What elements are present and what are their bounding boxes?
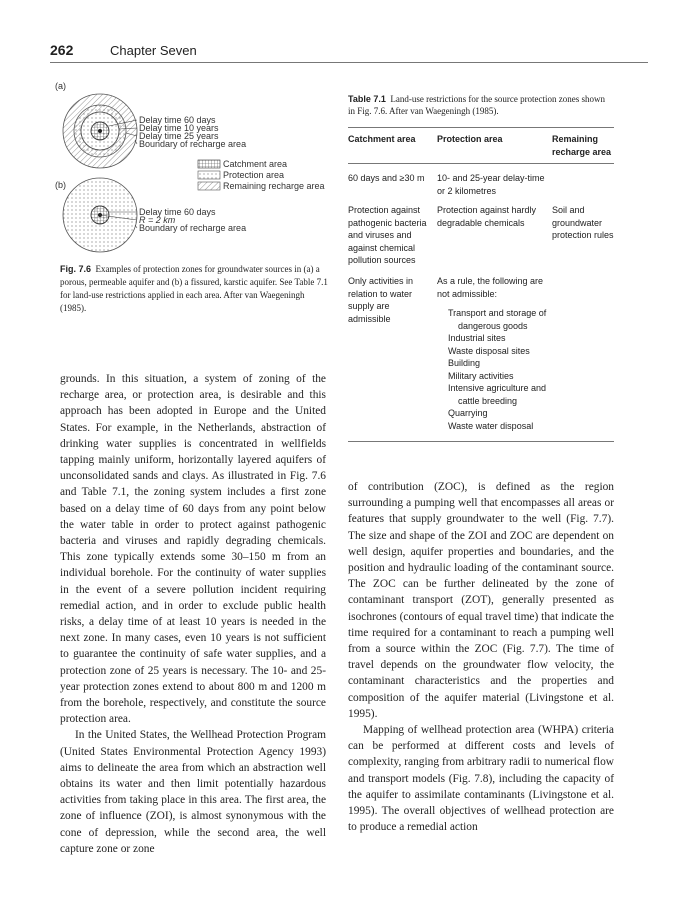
label-b-radius: R = 2 km [139, 215, 176, 225]
body-left-column [60, 371, 326, 857]
label-a-delay-60-days: Delay time 60 days [139, 115, 216, 125]
list-item: Waste water disposal [448, 420, 534, 431]
list-item: Industrial sites [448, 333, 506, 343]
table-r1-catchment: 60 days and ≥30 m [348, 173, 425, 183]
table-r2-remaining: Soil and groundwater protection rules [552, 205, 614, 240]
panel-b-diagram [63, 178, 137, 252]
label-a-boundary: Boundary of recharge area [139, 139, 247, 149]
paragraph: of contribution (ZOC), is defined as the region surrounding a pumping well that encompasses all areas or features that supply groundwater to the well (Fig. 7.7). The size and shape of the ZOI and ZOC are dependent on well design, aquifer properties and boundaries, and the position and hydraulic loading of the contaminant source. The ZOC can be further delineated by the zone of contaminant transport (ZOT), generally presented as isochrones (contours of equal travel time) that indicate the time required for a contaminant to reach a pumping well from a source within the ZOC (Fig. 7.7). The time of travel depends on the groundwater flow velocity, the contaminant characteristics and the properties and composition of the aquifer material (Livingstone et al. 1995). [348, 481, 614, 720]
paragraph: grounds. In this situation, a system of zoning of the recharge area, or protection area, is desirable and this approach has been adopted in Europe and the United States. For example, in the Netherlands, abstraction of drinking water supplies is concentrated in wellfields tapping mainly uniform, horizontally layered aquifers of unconsolidated sands and clays. As illustrated in Fig. 7.6 and Table 7.1, the zoning system includes a first zone based on a delay time of 60 days from any point below the water table in order to protect against pathogenic bacteria and viruses and rapidly degrading chemicals. This zone typically extends some 30–150 m from an individual borehole. For the continuity of water supplies in the event of a severe pollution incident requiring remedial action, and in order to exclude public health risks, a delay time of at least 10 years is needed in the next zone. In many cases, even 10 years is not sufficient to guarantee the continuity of safe water supplies, and a protection zone of 25 years is necessary. The 10- and 25-year protection zones extend to about 800 m and 1200 m from the borehole, respectively, and constitute the source protection area. [60, 373, 326, 726]
list-item: Transport and storage of dangerous goods [448, 308, 547, 331]
list-item: Military activities [448, 370, 514, 381]
legend-remaining-recharge-area: Remaining recharge area [223, 181, 325, 191]
table-r2-protection: Protection against hardly degradable chemicals [437, 205, 537, 228]
table-caption: Land-use restrictions for the source protection zones shown in Fig. 7.6. After van Waegeningh (1985). [348, 94, 606, 116]
table-rule-top [348, 127, 614, 128]
label-b-boundary: Boundary of recharge area [139, 223, 247, 233]
table-rule-header [348, 163, 614, 164]
table-header-remaining: Remaining recharge area [552, 134, 612, 157]
label-b-delay-60-days: Delay time 60 days [139, 207, 216, 217]
list-item: Waste disposal sites [448, 345, 530, 356]
figure-7-6 [55, 81, 345, 255]
body-right-column [348, 479, 614, 835]
panel-a-diagram [63, 94, 137, 168]
legend-protection-area: Protection area [223, 170, 285, 180]
list-item: Building [448, 358, 481, 368]
table-title [348, 93, 614, 117]
table-label: Table 7.1 [348, 94, 386, 104]
list-item: Quarrying [448, 408, 488, 418]
label-a-delay-10-years: Delay time 10 years [139, 123, 219, 133]
list-item: Intensive agriculture and cattle breeding [448, 383, 547, 406]
table-header-catchment: Catchment area [348, 134, 416, 144]
panel-b-label: (b) [55, 180, 66, 190]
caption-label: Fig. 7.6 [60, 264, 92, 274]
paragraph: Mapping of wellhead protection area (WHPA) criteria can be performed at different costs and levels of complexity, ranging from arbitrary radii to numerical flow and transport models (Fig. 7.8), including the capacity of the aquifer to assimilate contaminants (Livingstone et al. 1995). The overall objectives of wellhead protection are to produce a remedial action [348, 724, 614, 834]
figure-caption [60, 263, 332, 315]
table-r3-intro: As a rule, the following are not admissible: [437, 276, 544, 299]
table-header-protection: Protection area [437, 134, 503, 144]
table-r2-catchment: Protection against pathogenic bacteria and viruses and against chemical pollution sources [348, 205, 427, 265]
page-number: 262 [50, 42, 74, 58]
figure-legend [198, 160, 220, 190]
page-header [50, 42, 648, 63]
legend-catchment-area: Catchment area [223, 159, 288, 169]
caption-text: Examples of protection zones for groundwater sources in (a) a porous, permeable aquifer and (b) a fissured, karstic aquifer. See Table 7.1 for land-use restrictions applied in each area. After van Waegeningh (1985). [60, 264, 328, 313]
table-r3-list [448, 307, 558, 432]
panel-a-label: (a) [55, 81, 66, 91]
table-7-1 [348, 93, 614, 431]
table-r3-catchment: Only activities in relation to water supply are admissible [348, 276, 414, 324]
paragraph: In the United States, the Wellhead Protection Program (United States Environmental Protection Agency 1993) aims to delineate the area from which an abstraction well obtains its water and then limit potentially hazardous activities from taking place in this area. The first area, the zone of influence (ZOI), is almost synonymous with the cone of depression, while the second area, the well capture zone or zone [60, 729, 326, 855]
table-rule-bottom [348, 441, 614, 442]
chapter-title: Chapter Seven [110, 43, 197, 58]
table-r1-protection: 10- and 25-year delay-time or 2 kilometres [437, 173, 545, 196]
label-a-delay-25-years: Delay time 25 years [139, 131, 219, 141]
